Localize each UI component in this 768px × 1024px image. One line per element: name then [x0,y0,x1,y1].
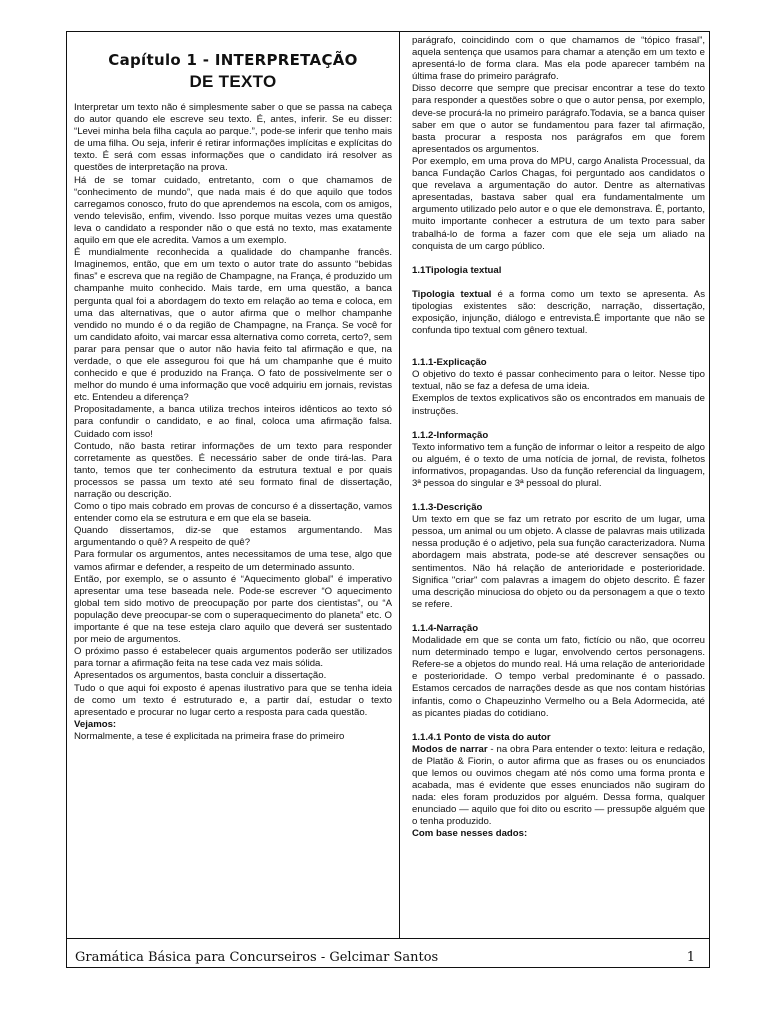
right-column [412,35,705,935]
paragraph: Então, por exemplo, se o assunto é “Aquecimento global” é imperativo apresentar uma tese baseada nele. Pode-se escrever “O aquecimento global tem sido motivo de preocupação por parte dos cientistas”, ou “A população deve preocupar-se com o superaquecimento do planeta” etc. O importante é que na tese esteja claro aquilo que deverá ser sustentado por meio de argumentos. [74,573,392,646]
chapter-title [74,50,392,92]
chapter-title-line-2: DE TEXTO [189,72,277,91]
section-heading-informacao: 1.1.2-Informação [412,429,489,441]
left-column [74,50,392,936]
paragraph: Modalidade em que se conta um fato, fictício ou não, que ocorreu num determinado tempo e lugar, envolvendo certos personagens. Refere-se a objetos do mundo real. Há uma relação de anterioridade e posterioridade. O tempo verbal predominante é o passado. Estamos cercados de narrações desde as que nos contam histórias infantis, como o Chapeuzinho Vermelho ou a Bela Adormecida, até as picantes piadas do cotidiano. [412,635,705,719]
modos-paragraph [412,744,705,829]
paragraph: Exemplos de textos explicativos são os encontrados em manuais de instruções. [412,393,705,417]
section-heading-ponto-de-vista: 1.1.4.1 Ponto de vista do autor [412,731,551,743]
paragraph: Disso decorre que sempre que precisar encontrar a tese do texto para responder a questões sobre o que o autor pensa, por exemplo, deve-se procurá-la no primeiro parágrafo.Todavia, se a banca quiser saber em que o autor se fundamentou para fazer tal afirmação, basta procurar a resposta nos parágrafos em que forem apresentados os argumentos. [412,83,705,155]
footer-title: Gramática Básica para Concurseiros - Gelcimar Santos [75,950,439,965]
section-heading-descricao: 1.1.3-Descrição [412,502,483,514]
modos-term: Modos de narrar [412,743,488,755]
paragraph: É mundialmente reconhecida a qualidade do champanhe francês. Imaginemos, então, que em um texto o autor trate do assunto “bebidas finas” e escreva que na região de Champagne, na França, é produzido um champanhe muito conhecido. Mais tarde, em uma questão, a banca pergunta qual foi a abordagem do texto em relação ao tema e coloca, em uma das alternativas, que o autor afirma que o melhor champanhe vendido no mundo é o da região de Champagne, na França. Se você for um candidato afoito, vai marcar essa alternativa como correta, certo?, sem parar para pensar que o autor não havia feito tal afirmação e que, na verdade, o que ele assegurou foi que há um champanhe que é muito conhecido e que é produzido na França. O fato de possivelmente ser o melhor do mundo é uma informação que você adquiriu em jornais, revistas etc. Entendeu a diferença? [74,247,392,404]
footer-rule [67,938,709,939]
modos-text: - na obra Para entender o texto: leitura e redação, de Platão & Fiorin, o autor afirma que as frases ou os enunciados que lemos ou ouvimos chegam até nós como uma forma pronta e acabada, mas é evidente que esses enunciados não sugiram do nada: eles foram produzidos por alguém. Dessa forma, qualquer enunciado — aquilo que foi dito ou escrito — pressupõe alguém que o tenha produzido. [412,743,705,828]
chapter-title-line-1: Capítulo 1 - INTERPRETAÇÃO [108,51,358,69]
tipologia-paragraph [412,289,705,337]
section-heading-narracao: 1.1.4-Narração [412,622,479,634]
paragraph: Apresentados os argumentos, basta concluir a dissertação. [74,670,327,682]
section-heading-explicacao: 1.1.1-Explicação [412,357,487,369]
paragraph: Contudo, não basta retirar informações de um texto para responder corretamente as questões. É necessário saber de onde tirá-las. Para tanto, temos que ter conhecimento da estrutura textual e por quais processos se passa um texto até seu formato final de dissertação, narração ou descrição. [74,440,392,500]
tipologia-text: é a forma como um texto se apresenta. As tipologias existentes são: descrição, narração, dissertação, exposição, injunção, diálogo e entrevista.É importante que não se confunda tipo textual com gênero textual. [412,288,705,337]
column-divider [399,32,400,938]
paragraph: O objetivo do texto é passar conhecimento para o leitor. Nesse tipo textual, não se faz a defesa de uma ideia. [412,369,705,393]
paragraph: Por exemplo, em uma prova do MPU, cargo Analista Processual, da banca Fundação Carlos Chagas, foi perguntado aos candidatos o que revelava a argumentação do autor. Dentre as alternativas apresentadas, bastava saber qual era fundamentalmente um argumento utilizado pelo autor e o que ele demonstrava. É, portanto, muito importante conhecer a estrutura de um texto para saber trabalhá-lo de forma a fazer com que ele seja um aliado na conquista de um cargo público. [412,155,705,252]
paragraph: Um texto em que se faz um retrato por escrito de um lugar, uma pessoa, um animal ou um objeto. A classe de palavras mais utilizada nessa produção é o adjetivo, pela sua função caracterizadora. Numa abordagem mais abstrata, pode-se até descrever sensações ou sentimentos. Não há relação de anterioridade e posterioridade. Significa "criar" com palavras a imagem do objeto descrito. É fazer uma descrição minuciosa do objeto ou da personagem a que o texto se refere. [412,514,705,610]
paragraph: parágrafo, coincidindo com o que chamamos de “tópico frasal”, aquela sentença que usamos para chamar a atenção em um texto e apresentá-lo de forma clara. Mas ela pode aparecer também na última frase do primeiro parágrafo. [412,35,705,83]
paragraph: O próximo passo é estabelecer quais argumentos poderão ser utilizados para tornar a afirmação feita na tese cada vez mais sólida. [74,646,392,670]
paragraph: Tudo o que aqui foi exposto é apenas ilustrativo para que se tenha ideia de como um texto é estruturado e, a partir daí, estudar o texto apresentado e procurar no lugar certo a resposta para cada questão. [74,682,392,718]
paragraph: Normalmente, a tese é explicitada na primeira frase do primeiro [74,730,345,742]
paragraph: Propositadamente, a banca utiliza trechos inteiros idênticos ao texto só para confundir o candidato, e ao final, coloca uma afirmação falsa. Cuidado com isso! [74,404,392,440]
paragraph: Como o tipo mais cobrado em provas de concurso é a dissertação, vamos entender como ela se estrutura e em que ela se baseia. [74,501,392,525]
page-footer [75,950,701,966]
paragraph: Interpretar um texto não é simplesmente saber o que se passa na cabeça do autor quando ele escreve seu texto. É, antes, inferir. Se eu disser: “Levei minha bela filha caçula ao parque.”, pode-se inferir que tenho mais de uma filha. Ou seja, inferir é retirar informações implícitas e explícitas do texto. É será com essas informações que o candidato irá resolver as questões de interpretação na prova. [74,102,392,174]
paragraph: Para formular os argumentos, antes necessitamos de uma tese, algo que vamos afirmar e defender, a respeito de um determinado assunto. [74,549,392,573]
paragraph: Quando dissertamos, diz-se que estamos argumentando. Mas argumentando o quê? A respeito de quê? [74,525,392,549]
paragraph: Há de se tomar cuidado, entretanto, com o que chamamos de “conhecimento de mundo”, que nada mais é do que aquilo que todos carregamos conosco, fruto do que aprendemos na escola, com os amigos, vendo televisão, enfim, vivendo. Isso porque muitas vezes uma questão leva o candidato a responder não o que está no texto, mas exatamente aquilo em que ele acredita. Vamos a um exemplo. [74,174,392,247]
page-number: 1 [686,950,695,965]
tipologia-term: Tipologia textual [412,288,492,300]
page-frame [66,31,710,968]
section-heading-tipologia: 1.1Tipologia textual [412,264,502,276]
com-base-label: Com base nesses dados: [412,828,528,840]
paragraph: Texto informativo tem a função de informar o leitor a respeito de algo ou alguém, é o texto de uma notícia de jornal, de revista, folhetos informativos, propagandas. Uso da função referencial da linguagem, 3ª pessoa do singular e 3ª pessoal do plural. [412,441,705,489]
vejamos-label: Vejamos: [74,718,117,730]
